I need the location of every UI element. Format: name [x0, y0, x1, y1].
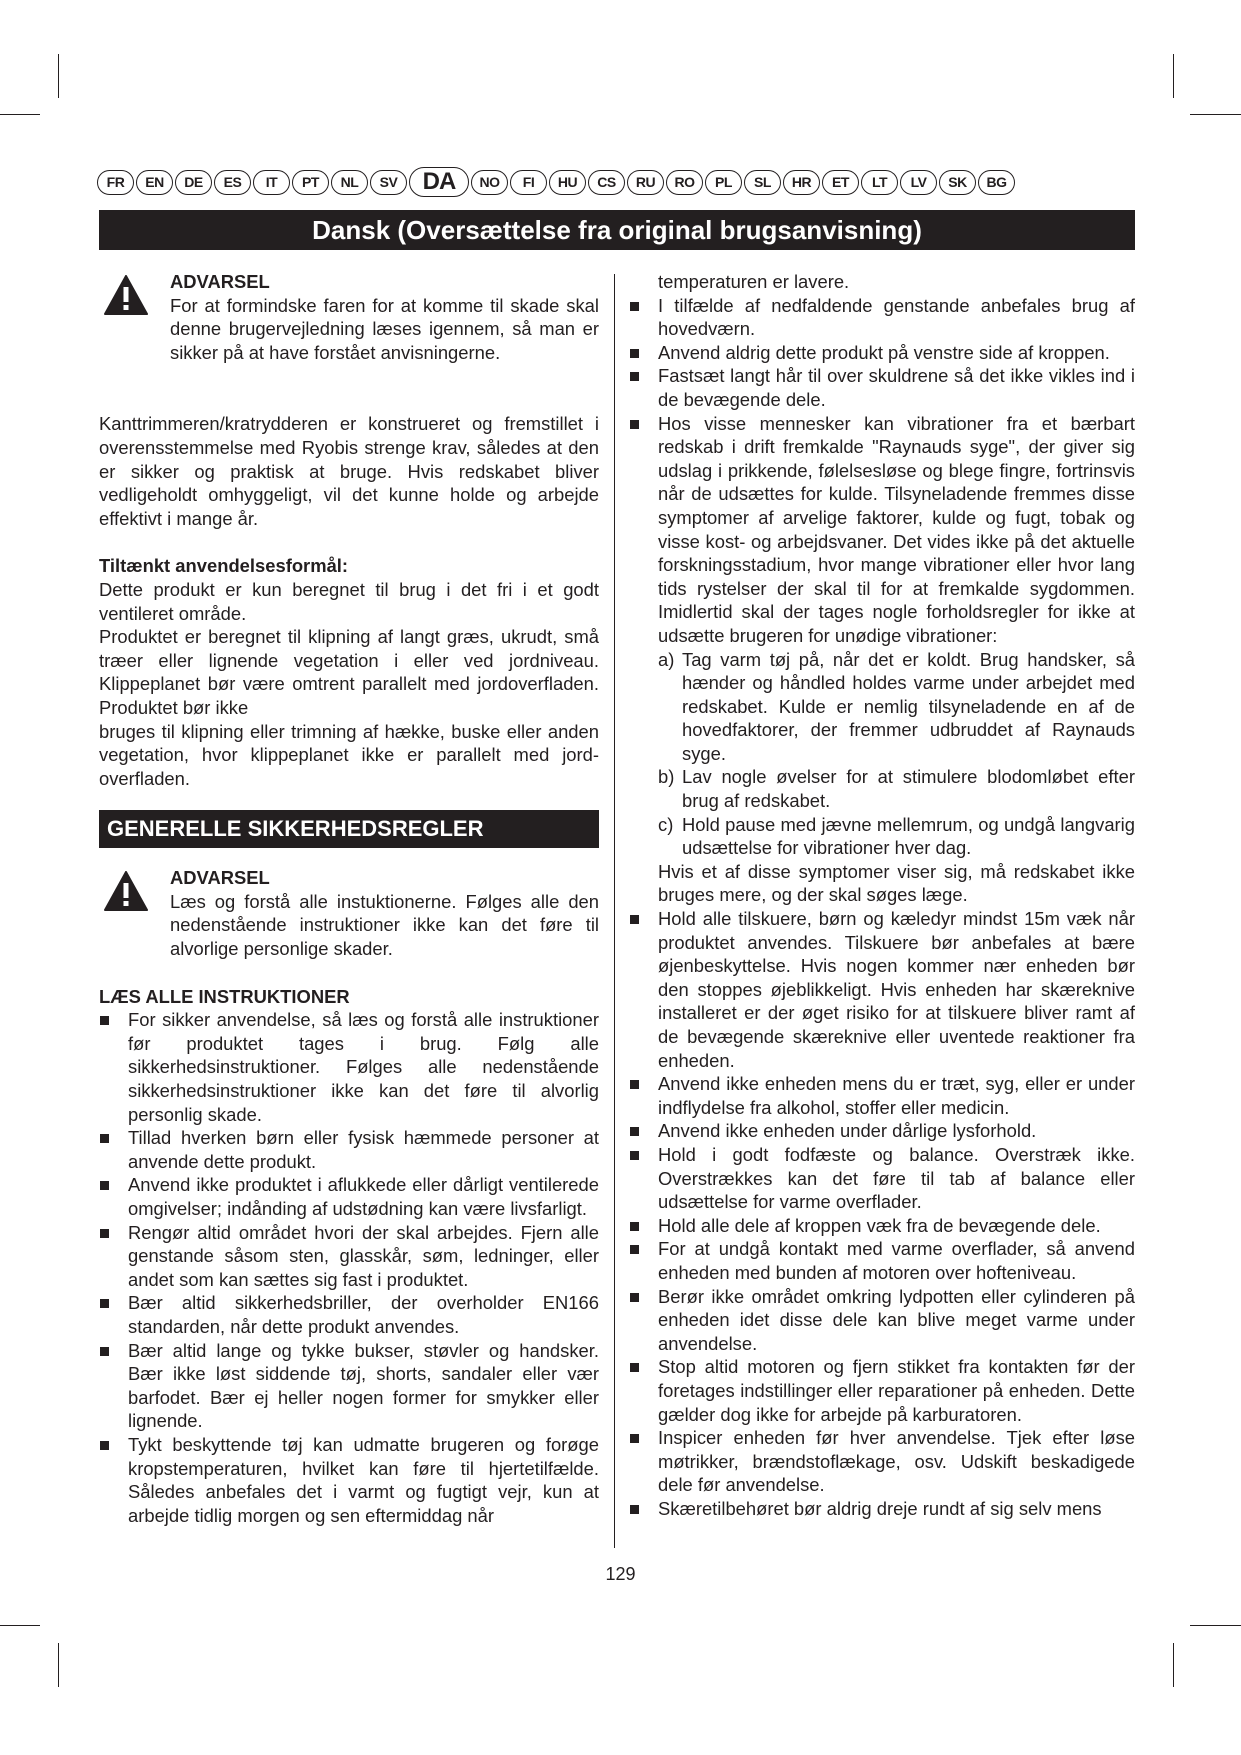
list-item: Hold alle tilskuere, børn og kæledyr mindst 15m væk når produktet anvendes. Tilskuere bør anbefales at bære øjenbeskyttelse. Hvis nogen kommer nær enheden bør den stoppes øjeblikkeligt. Hvis enheden har skæreknive installeret er der øget risiko for at tilskuere bliver ramt af de bevægende skæreknive eller uventede reaktioner fra enheden.: [629, 907, 1135, 1072]
language-tab-fr[interactable]: FR: [97, 170, 134, 195]
language-tab-hu[interactable]: HU: [549, 170, 586, 195]
list-item: For at undgå kontakt med varme overflader, så anvend enheden med bunden af motoren over hofteniveau.: [629, 1237, 1135, 1284]
sub-list-marker: b): [658, 766, 675, 788]
crop-mark: [1190, 114, 1241, 115]
language-tabs: [97, 167, 1135, 197]
list-item: Bær altid lange og tykke bukser, støvler og handsker. Bær ikke løst siddende tøj, shorts, sandaler eller vær barfodet. Bær ej heller nogen former for smykker eller lignende.: [99, 1339, 599, 1433]
sub-list-item: [658, 648, 1135, 766]
warning-block: [99, 270, 599, 364]
language-tab-ro[interactable]: RO: [666, 170, 703, 195]
intended-use-paragraph-1: Dette produkt er kun beregnet til brug i det fri i et godt ventileret område.: [99, 578, 599, 624]
language-tab-hr[interactable]: HR: [783, 170, 820, 195]
crop-mark: [1173, 1643, 1174, 1687]
warning-triangle-icon: [104, 275, 148, 315]
warning-title: ADVARSEL: [170, 867, 270, 889]
list-item: Hold alle dele af kroppen væk fra de bevægende dele.: [629, 1214, 1135, 1238]
safety-list: [629, 294, 1135, 648]
sub-list-marker: c): [658, 813, 674, 835]
crop-mark: [0, 114, 40, 115]
sub-list: [629, 648, 1135, 860]
language-tab-nl[interactable]: NL: [331, 170, 368, 195]
language-tab-da[interactable]: DA: [409, 167, 469, 197]
list-item: Rengør altid området hvori der skal arbejdes. Fjern alle genstande såsom sten, glasskår, søm, ledninger, eller andet som kan sættes sig fast i produktet.: [99, 1221, 599, 1292]
crop-mark: [58, 54, 59, 98]
list-item: Inspicer enheden før hver anvendelse. Tjek efter løse møtrikker, brændstoflækage, osv. Udskift beskadigede dele før anvendelse.: [629, 1426, 1135, 1497]
list-item: Bær altid sikkerhedsbriller, der overholder EN166 standarden, når dette produkt anvendes.: [99, 1291, 599, 1338]
list-item: For sikker anvendelse, så læs og forstå alle instruktioner før produktet tages i brug. Følg alle sikkerhedsinstruktioner. Følges alle nedenstående sikkerhedsinstruktioner ikke kan det føre til alvorlig personlig skade.: [99, 1008, 599, 1126]
intro-paragraph: Kanttrimmeren/kratrydderen er konstrueret og fremstillet i overensstemmelse med Ryobis strenge krav, således at den er sikker og praktisk at bruge. Hvis redskabet bliver vedligeholdt omhyggeligt, vil det kunne holde og arbejde effektivt i mange år.: [99, 413, 599, 529]
safety-list: [99, 1008, 599, 1527]
language-tab-it[interactable]: IT: [253, 170, 290, 195]
language-tab-lv[interactable]: LV: [900, 170, 937, 195]
intended-use-title: Tiltænkt anvendelsesformål:: [99, 555, 349, 577]
language-tab-ru[interactable]: RU: [627, 170, 664, 195]
intended-use-paragraph-2: Produktet er beregnet til klipning af langt græs, ukrudt, små træer eller lignende vegetation i eller ved jordniveau. Klippeplanet bør være omtrent parallelt med jordoverfladen. Produktet bør ikke: [99, 626, 599, 718]
sub-list-text: Tag varm tøj på, når det er koldt. Brug handsker, så hænder og håndled holdes varme under arbejdet med redskabet. Kulde er nemlig tilsyneladende en af de hovedfaktorer, der fremmer udbruddet af Raynauds syge.: [682, 648, 1135, 764]
safety-list: [629, 907, 1135, 1520]
language-tab-et[interactable]: ET: [822, 170, 859, 195]
crop-mark: [58, 1643, 59, 1687]
read-all-title: LÆS ALLE INSTRUKTIONER: [99, 985, 350, 1007]
column-divider: [614, 274, 615, 1548]
sub-list-text: Hold pause med jævne mellemrum, og undgå langvarig udsættelse for vibrationer hver dag.: [682, 813, 1135, 859]
list-item: Stop altid motoren og fjern stikket fra kontakten før der foretages indstillinger eller reparationer på enheden. Dette gælder dog ikke for arbejde på karburatoren.: [629, 1355, 1135, 1426]
language-tab-fi[interactable]: FI: [510, 170, 547, 195]
sub-list-item: [658, 813, 1135, 860]
sub-list-marker: a): [658, 648, 675, 670]
after-sublist-text: Hvis et af disse symptomer viser sig, må redskabet ikke bruges mere, og der skal søges læge.: [658, 860, 1135, 906]
language-tab-cs[interactable]: CS: [588, 170, 625, 195]
left-column: [99, 270, 599, 1527]
language-tab-lt[interactable]: LT: [861, 170, 898, 195]
page-title: Dansk (Oversættelse fra original brugsanvisning): [99, 210, 1135, 250]
right-column: [629, 270, 1135, 1520]
list-item: Tillad hverken børn eller fysisk hæmmede personer at anvende dette produkt.: [99, 1126, 599, 1173]
list-item: Anvend aldrig dette produkt på venstre side af kroppen.: [629, 341, 1135, 365]
list-item: Anvend ikke produktet i aflukkede eller dårligt ventilerede omgivelser; indånding af udstødning kan være livsfarligt.: [99, 1173, 599, 1220]
language-tab-en[interactable]: EN: [136, 170, 173, 195]
warning-triangle-icon: [104, 871, 148, 911]
language-tab-no[interactable]: NO: [471, 170, 508, 195]
warning-block: [99, 866, 599, 960]
list-item: Skæretilbehøret bør aldrig dreje rundt af sig selv mens: [629, 1497, 1135, 1521]
language-tab-es[interactable]: ES: [214, 170, 251, 195]
language-tab-pt[interactable]: PT: [292, 170, 329, 195]
crop-mark: [1173, 54, 1174, 98]
section-heading: GENERELLE SIKKERHEDSREGLER: [99, 810, 599, 848]
list-item: Tykt beskyttende tøj kan udmatte brugeren og forøge kropstemperaturen, hvilket kan føre til hjertetilfælde. Således anbefales det i varmt og fugtigt vejr, kun at arbejde tidlig morgen og sen eftermiddag når: [99, 1433, 599, 1527]
sub-list-text: Lav nogle øvelser for at stimulere blodomløbet efter brug af redskabet.: [682, 766, 1135, 812]
page-number: 129: [605, 1564, 636, 1584]
language-tab-de[interactable]: DE: [175, 170, 212, 195]
intended-use-paragraph-3: bruges til klipning eller trimning af hække, buske eller anden vegetation, hvor klippeplanet ikke er parallelt med jord-overfladen.: [99, 720, 599, 789]
continuation-text: temperaturen er lavere.: [658, 271, 850, 292]
sub-list-item: [658, 765, 1135, 812]
warning-text: For at formindske faren for at komme til skade skal denne brugervejledning læses igennem, så man er sikker på at have forstået anvisningerne.: [170, 294, 599, 363]
list-item: Anvend ikke enheden under dårlige lysforhold.: [629, 1119, 1135, 1143]
language-tab-sv[interactable]: SV: [370, 170, 407, 195]
crop-mark: [1190, 1625, 1241, 1626]
list-item: I tilfælde af nedfaldende genstande anbefales brug af hovedværn.: [629, 294, 1135, 341]
crop-mark: [0, 1625, 40, 1626]
warning-title: ADVARSEL: [170, 271, 270, 292]
list-item: Hos visse mennesker kan vibrationer fra et bærbart redskab i drift fremkalde "Raynauds syge", der giver sig udslag i prikkende, følelsesløse og blege fingre, fortrinsvis når de udsættes for kulde. Tilsyneladende fremmes disse symptomer af arvelige faktorer, kulde og fugt, tobak og visse kost- og arbejdsvaner. Det vides ikke på det aktuelle forskningsstadium, hvor mange vibrationer eller hvor lang tids rystelser der skal til for at fremkalde sygdommen. Imidlertid skal der tages nogle forholdsregler for ikke at udsætte brugeren for unødige vibrationer:: [629, 412, 1135, 648]
language-tab-sk[interactable]: SK: [939, 170, 976, 195]
warning-text: Læs og forstå alle instuktionerne. Følges alle den nedenstående instruktioner ikke kan det føre til alvorlige personlige skader.: [170, 890, 599, 960]
language-tab-bg[interactable]: BG: [978, 170, 1015, 195]
list-item: Hold i godt fodfæste og balance. Overstræk ikke. Overstrækkes kan det føre til tab af balance eller udsættelse for varme overflader.: [629, 1143, 1135, 1214]
list-item: Berør ikke området omkring lydpotten eller cylinderen på enheden idet disse dele kan blive meget varme under anvendelse.: [629, 1285, 1135, 1356]
language-tab-pl[interactable]: PL: [705, 170, 742, 195]
list-item: Fastsæt langt hår til over skuldrene så det ikke vikles ind i de bevægende dele.: [629, 364, 1135, 411]
list-item: Anvend ikke enheden mens du er træt, syg, eller er under indflydelse fra alkohol, stoffer eller medicin.: [629, 1072, 1135, 1119]
language-tab-sl[interactable]: SL: [744, 170, 781, 195]
